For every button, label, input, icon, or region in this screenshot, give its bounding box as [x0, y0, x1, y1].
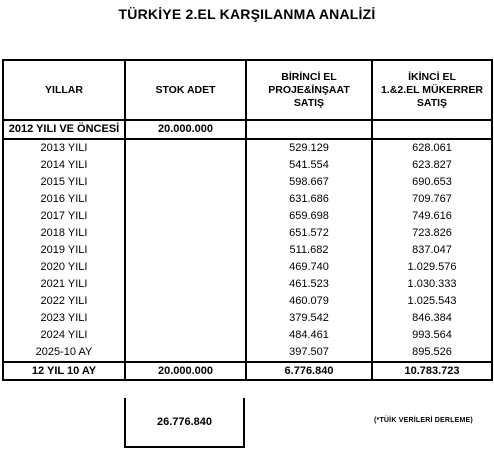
second-sale-cell: 1.025.543: [372, 293, 492, 310]
table-row: [3, 157, 492, 174]
second-sale-cell: 723.826: [372, 225, 492, 242]
header-second-sale-line-3: SATIŞ: [416, 96, 448, 109]
header-first-sale-line-2: PROJE&İNŞAAT: [268, 83, 350, 96]
data-table: [2, 59, 493, 381]
header-second-sale-line-1: İKİNCİ EL: [408, 70, 456, 83]
first-sale-cell: 651.572: [246, 225, 372, 242]
year-cell: 2022 YILI: [3, 293, 125, 310]
first-sale-cell: 379.542: [246, 310, 372, 327]
table-row: [3, 276, 492, 293]
total-first-cell: 6.776.840: [246, 362, 372, 380]
year-cell: 2023 YILI: [3, 310, 125, 327]
header-second-sale: [372, 60, 492, 120]
table-row: [3, 174, 492, 191]
second-sale-cell: 749.616: [372, 208, 492, 225]
header-row: [3, 60, 492, 120]
first-sale-cell: 631.686: [246, 191, 372, 208]
year-cell: 2013 YILI: [3, 139, 125, 157]
second-sale-cell: 623.827: [372, 157, 492, 174]
stock-cell: [125, 191, 246, 208]
base-first-cell: [246, 120, 372, 139]
first-sale-cell: 598.667: [246, 174, 372, 191]
second-sale-cell: 846.384: [372, 310, 492, 327]
year-cell: 2019 YILI: [3, 242, 125, 259]
stock-cell: [125, 208, 246, 225]
base-stock-row: [3, 120, 492, 139]
second-sale-cell: 1.030.333: [372, 276, 492, 293]
page-title: TÜRKİYE 2.EL KARŞILANMA ANALİZİ: [118, 6, 376, 22]
stock-cell: [125, 310, 246, 327]
year-cell: 2021 YILI: [3, 276, 125, 293]
header-second-sale-line-2: 1.&2.EL MÜKERRER: [381, 83, 483, 96]
year-cell: 2018 YILI: [3, 225, 125, 242]
total-stock-cell: 20.000.000: [125, 362, 246, 380]
total-row: [3, 362, 492, 380]
table-row: [3, 293, 492, 310]
year-cell: 2017 YILI: [3, 208, 125, 225]
second-sale-cell: 895.526: [372, 344, 492, 362]
header-first-sale-line-1: BİRİNCİ EL: [281, 70, 337, 83]
table-row: [3, 259, 492, 276]
stock-cell: [125, 242, 246, 259]
second-sale-cell: 709.767: [372, 191, 492, 208]
stock-cell: [125, 344, 246, 362]
first-sale-cell: 397.507: [246, 344, 372, 362]
base-year-cell: 2012 YILI VE ÖNCESİ: [3, 120, 125, 139]
stock-cell: [125, 327, 246, 344]
grand-total-value: 26.776.840: [156, 416, 213, 428]
first-sale-cell: 460.079: [246, 293, 372, 310]
table-row: [3, 242, 492, 259]
year-cell: 2025-10 AY: [3, 344, 125, 362]
table-row: [3, 208, 492, 225]
stock-cell: [125, 157, 246, 174]
first-sale-cell: 461.523: [246, 276, 372, 293]
base-second-cell: [372, 120, 492, 139]
header-stock: STOK ADET: [125, 60, 246, 120]
header-years: YILLAR: [3, 60, 125, 120]
table-row: [3, 344, 492, 362]
table-row: [3, 310, 492, 327]
year-cell: 2016 YILI: [3, 191, 125, 208]
table-row: [3, 225, 492, 242]
header-first-sale-line-3: SATIŞ: [293, 96, 325, 109]
second-sale-cell: 837.047: [372, 242, 492, 259]
total-second-cell: 10.783.723: [372, 362, 492, 380]
second-sale-cell: 1.029.576: [372, 259, 492, 276]
source-note: (*TÜİK VERİLERİ DERLEME): [374, 417, 473, 424]
header-first-sale: [246, 60, 372, 120]
table-row: [3, 191, 492, 208]
second-sale-cell: 993.564: [372, 327, 492, 344]
stock-cell: [125, 225, 246, 242]
second-sale-cell: 628.061: [372, 139, 492, 157]
table-row: [3, 139, 492, 157]
stock-cell: [125, 276, 246, 293]
first-sale-cell: 659.698: [246, 208, 372, 225]
stock-cell: [125, 293, 246, 310]
base-stock-cell: 20.000.000: [125, 120, 246, 139]
table-row: [3, 327, 492, 344]
stock-cell: [125, 259, 246, 276]
second-sale-cell: 690.653: [372, 174, 492, 191]
grand-total-box: [124, 398, 245, 448]
stock-cell: [125, 139, 246, 157]
year-cell: 2014 YILI: [3, 157, 125, 174]
first-sale-cell: 511.682: [246, 242, 372, 259]
total-year-cell: 12 YIL 10 AY: [3, 362, 125, 380]
year-cell: 2015 YILI: [3, 174, 125, 191]
year-cell: 2020 YILI: [3, 259, 125, 276]
stock-cell: [125, 174, 246, 191]
first-sale-cell: 484.461: [246, 327, 372, 344]
first-sale-cell: 541.554: [246, 157, 372, 174]
year-cell: 2024 YILI: [3, 327, 125, 344]
first-sale-cell: 469.740: [246, 259, 372, 276]
first-sale-cell: 529.129: [246, 139, 372, 157]
